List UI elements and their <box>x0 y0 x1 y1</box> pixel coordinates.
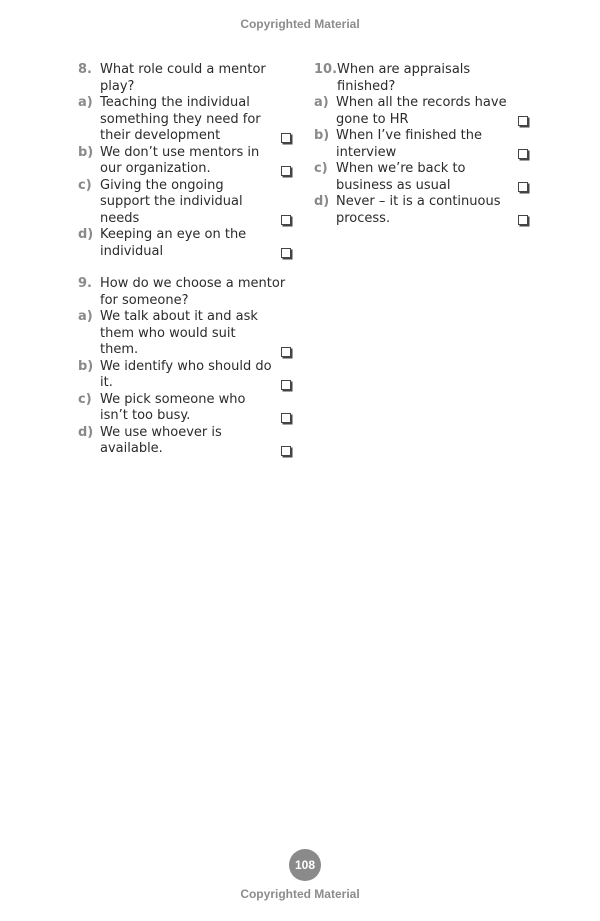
option-text: We pick someone who isn’t too busy. <box>100 391 246 423</box>
option-letter: d) <box>78 227 94 242</box>
question-8-header <box>78 62 292 95</box>
option-letter: b) <box>78 358 94 374</box>
option-letter: c) <box>78 177 92 193</box>
page-number-badge: 108 <box>289 849 321 881</box>
question-text: How do we choose a mentor for someone? <box>100 276 286 308</box>
option-letter: b) <box>78 144 94 160</box>
option-text: Never – it is a continuous process. <box>336 194 501 226</box>
option-text: Keeping an eye on the individual <box>100 227 247 259</box>
right-column <box>314 62 529 243</box>
option-10b <box>314 128 529 161</box>
option-8d <box>78 227 292 260</box>
option-letter: c) <box>314 161 328 176</box>
left-column <box>78 62 292 474</box>
option-letter: a) <box>314 95 329 110</box>
option-8a <box>78 95 292 145</box>
option-text: We use whoever is available. <box>100 424 222 456</box>
option-letter: d) <box>314 194 330 209</box>
question-8 <box>78 62 292 260</box>
question-9 <box>78 276 292 458</box>
option-9d <box>78 425 292 458</box>
question-text: When are appraisals finished? <box>337 62 471 94</box>
checkbox-icon[interactable] <box>281 380 291 390</box>
option-text: We identify who should do it. <box>100 358 272 390</box>
checkbox-icon[interactable] <box>281 347 291 357</box>
option-letter: d) <box>78 424 94 440</box>
question-number: 10. <box>314 62 338 77</box>
option-10c <box>314 161 529 194</box>
option-letter: b) <box>314 128 330 143</box>
option-text: We talk about it and ask them who would suit them. <box>100 309 258 357</box>
option-9b <box>78 359 292 392</box>
option-8b <box>78 145 292 178</box>
question-10 <box>314 62 529 227</box>
checkbox-icon[interactable] <box>518 116 528 126</box>
option-text: Teaching the individual something they need for their development <box>100 95 261 143</box>
question-number: 9. <box>78 276 92 291</box>
option-letter: a) <box>78 309 93 324</box>
checkbox-icon[interactable] <box>281 446 291 456</box>
question-9-header <box>78 276 292 309</box>
option-text: When I’ve finished the interview <box>336 128 483 160</box>
checkbox-icon[interactable] <box>281 215 291 225</box>
checkbox-icon[interactable] <box>518 215 528 225</box>
checkbox-icon[interactable] <box>281 248 291 258</box>
option-text: When we’re back to business as usual <box>336 161 466 193</box>
option-text: We don’t use mentors in our organization. <box>100 144 260 176</box>
option-letter: a) <box>78 95 93 110</box>
option-8c <box>78 178 292 228</box>
question-number: 8. <box>78 62 92 77</box>
checkbox-icon[interactable] <box>281 133 291 143</box>
checkbox-icon[interactable] <box>518 149 528 159</box>
question-10-header <box>314 62 529 95</box>
option-9a <box>78 309 292 359</box>
option-10a <box>314 95 529 128</box>
option-10d <box>314 194 529 227</box>
checkbox-icon[interactable] <box>518 182 528 192</box>
option-9c <box>78 392 292 425</box>
question-text: What role could a mentor play? <box>100 62 266 94</box>
footer-copyright: Copyrighted Material <box>240 887 360 901</box>
option-text: Giving the ongoing support the individual needs <box>100 177 243 226</box>
header-copyright: Copyrighted Material <box>240 17 360 31</box>
option-text: When all the records have gone to HR <box>336 95 507 127</box>
checkbox-icon[interactable] <box>281 413 291 423</box>
checkbox-icon[interactable] <box>281 166 291 176</box>
option-letter: c) <box>78 391 92 407</box>
